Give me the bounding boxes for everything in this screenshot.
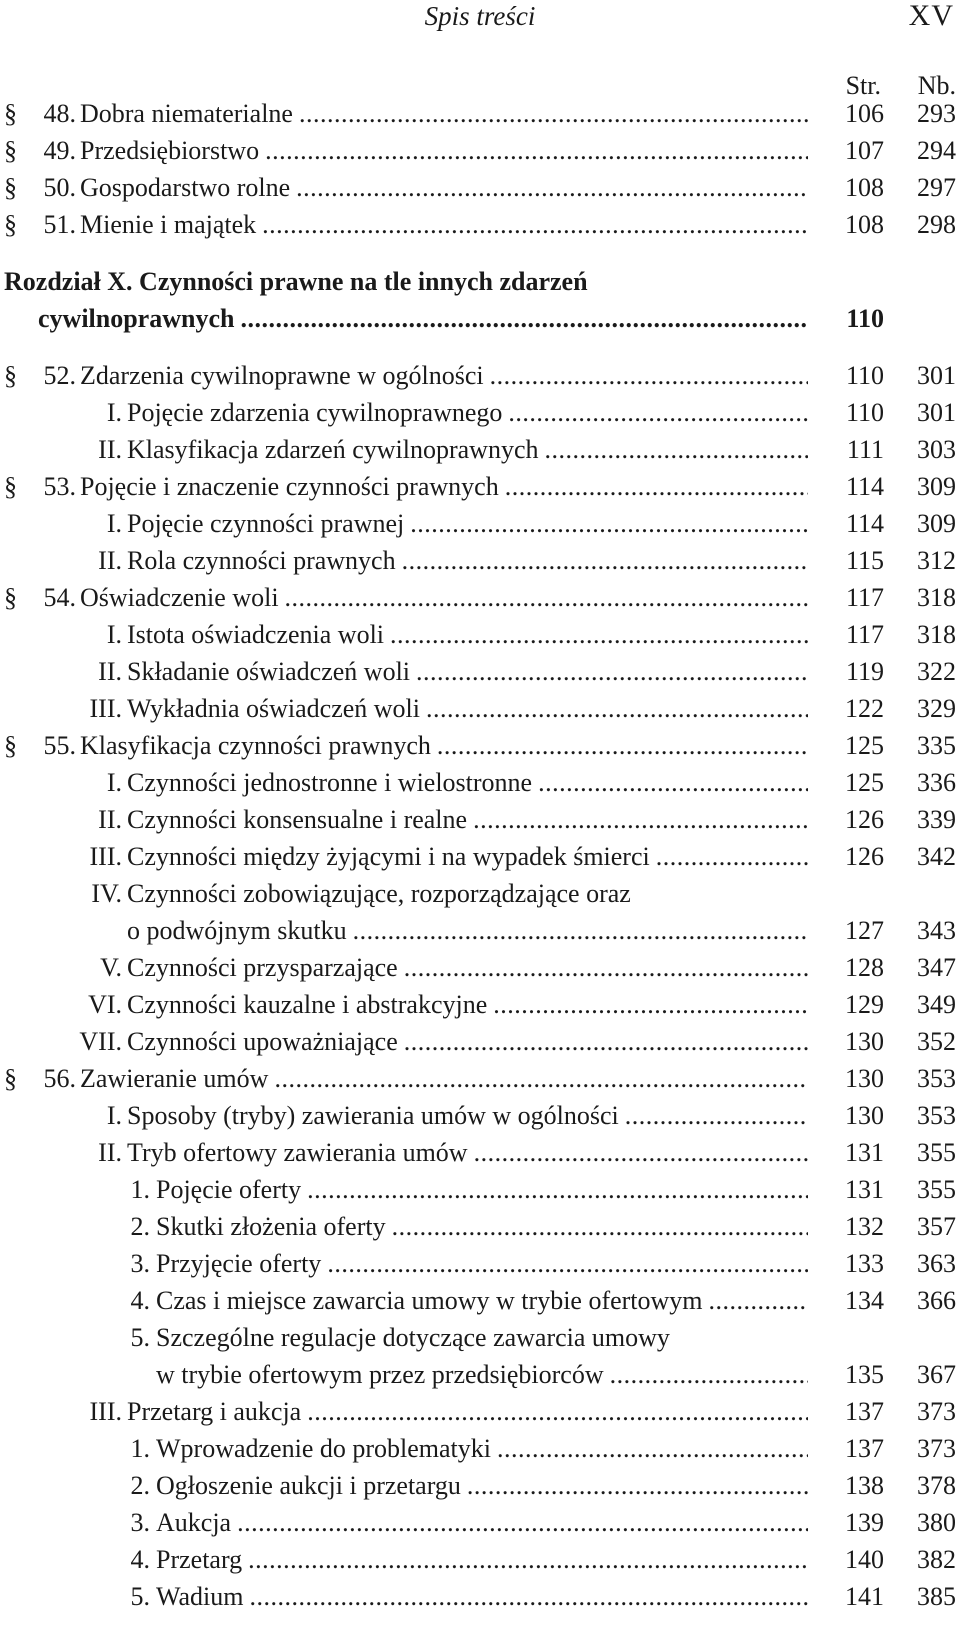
toc-entry[interactable] bbox=[0, 1099, 960, 1136]
entry-title-with-leaders bbox=[156, 1175, 808, 1205]
page-ref: 137 bbox=[845, 1397, 884, 1426]
entry-title: Składanie oświadczeń woli bbox=[127, 657, 411, 686]
entry-number: 5. bbox=[130, 1323, 150, 1352]
page-ref: 135 bbox=[845, 1360, 884, 1389]
page-ref: 119 bbox=[845, 657, 884, 686]
entry-title: w trybie ofertowym przez przedsiębiorców bbox=[156, 1360, 604, 1389]
page-ref: 137 bbox=[845, 1434, 884, 1463]
page-ref: 140 bbox=[845, 1545, 884, 1574]
entry-title-with-leaders bbox=[127, 916, 808, 946]
entry-title: Rozdział X. Czynności prawne na tle innych zdarzeń bbox=[4, 267, 588, 296]
margin-number: 355 bbox=[917, 1175, 956, 1204]
page-ref: 141 bbox=[845, 1582, 884, 1611]
toc-entry[interactable] bbox=[0, 1284, 960, 1321]
margin-number: 293 bbox=[917, 99, 956, 128]
toc-entry[interactable] bbox=[0, 1247, 960, 1284]
toc-entry[interactable] bbox=[0, 914, 960, 951]
page-ref: 128 bbox=[845, 953, 884, 982]
entry-title: Pojęcie i znaczenie czynności prawnych bbox=[80, 472, 499, 501]
page-ref: 111 bbox=[846, 435, 884, 464]
page-ref: 130 bbox=[845, 1101, 884, 1130]
toc-entry[interactable] bbox=[0, 97, 960, 134]
page-ref: 125 bbox=[845, 731, 884, 760]
dot-leader bbox=[262, 210, 808, 240]
toc-entry[interactable] bbox=[0, 1506, 960, 1543]
entry-number: 3. bbox=[130, 1508, 150, 1537]
margin-number: 367 bbox=[917, 1360, 956, 1389]
margin-number: 335 bbox=[917, 731, 956, 760]
toc-entry[interactable] bbox=[0, 433, 960, 470]
entry-title-with-leaders bbox=[156, 1249, 808, 1279]
dot-leader bbox=[327, 1249, 808, 1279]
dot-leader bbox=[390, 620, 808, 650]
page-ref: 127 bbox=[845, 916, 884, 945]
toc-entry[interactable] bbox=[0, 1543, 960, 1580]
entry-number: III. bbox=[89, 694, 122, 723]
margin-number: 380 bbox=[917, 1508, 956, 1537]
toc-entry[interactable] bbox=[0, 581, 960, 618]
page-ref: 130 bbox=[845, 1027, 884, 1056]
margin-number: 309 bbox=[917, 509, 956, 538]
entry-title-with-leaders bbox=[80, 1064, 808, 1094]
toc-entry[interactable] bbox=[0, 1210, 960, 1247]
margin-number: 318 bbox=[917, 620, 956, 649]
entry-title-with-leaders bbox=[127, 1027, 808, 1057]
dot-leader bbox=[709, 1286, 808, 1316]
entry-title-with-leaders bbox=[127, 953, 808, 983]
entry-number: 55. bbox=[43, 731, 76, 760]
entry-title-with-leaders bbox=[80, 472, 808, 502]
dot-leader bbox=[426, 694, 808, 724]
dot-leader bbox=[416, 657, 808, 687]
entry-title: Zawieranie umów bbox=[80, 1064, 269, 1093]
entry-title: Przetarg bbox=[156, 1545, 243, 1574]
entry-title-with-leaders bbox=[80, 99, 808, 129]
running-header bbox=[0, 0, 960, 40]
dot-leader bbox=[497, 1434, 808, 1464]
toc-entry[interactable] bbox=[0, 655, 960, 692]
section-symbol: § bbox=[4, 731, 17, 760]
entry-title-with-leaders bbox=[156, 1471, 808, 1501]
toc-entry[interactable] bbox=[0, 1025, 960, 1062]
entry-number: 4. bbox=[130, 1545, 150, 1574]
margin-number: 309 bbox=[917, 472, 956, 501]
entry-number: 48. bbox=[43, 99, 76, 128]
entry-title: Czynności konsensualne i realne bbox=[127, 805, 468, 834]
page-ref: 133 bbox=[845, 1249, 884, 1278]
entry-number: V. bbox=[100, 953, 122, 982]
entry-number: 4. bbox=[130, 1286, 150, 1315]
entry-title: Dobra niematerialne bbox=[80, 99, 293, 128]
entry-title: Pojęcie zdarzenia cywilnoprawnego bbox=[127, 398, 503, 427]
toc-entry[interactable] bbox=[0, 877, 960, 914]
entry-title-with-leaders bbox=[80, 731, 808, 761]
page-ref: 108 bbox=[845, 210, 884, 239]
entry-title-with-leaders bbox=[127, 1397, 808, 1427]
margin-number: 312 bbox=[917, 546, 956, 575]
entry-title-with-leaders bbox=[156, 1434, 808, 1464]
toc-entry[interactable] bbox=[0, 951, 960, 988]
section-symbol: § bbox=[4, 472, 17, 501]
dot-leader bbox=[274, 1064, 808, 1094]
margin-number: 366 bbox=[917, 1286, 956, 1315]
entry-title: Czas i miejsce zawarcia umowy w trybie ofertowym bbox=[156, 1286, 703, 1315]
entry-title-with-leaders bbox=[156, 1508, 808, 1538]
page-ref: 114 bbox=[845, 472, 884, 501]
entry-title: Czynności zobowiązujące, rozporządzające oraz bbox=[127, 879, 631, 908]
page-ref: 117 bbox=[845, 583, 884, 612]
entry-title: Wadium bbox=[156, 1582, 244, 1611]
page-ref: 131 bbox=[845, 1175, 884, 1204]
dot-leader bbox=[392, 1212, 808, 1242]
entry-title-with-leaders bbox=[127, 842, 808, 872]
section-symbol: § bbox=[4, 1064, 17, 1093]
dot-leader bbox=[240, 304, 808, 334]
dot-leader bbox=[625, 1101, 808, 1131]
entry-title: Rola czynności prawnych bbox=[127, 546, 396, 575]
page-ref: 126 bbox=[845, 842, 884, 871]
entry-title: Przyjęcie oferty bbox=[156, 1249, 322, 1278]
entry-title: Istota oświadczenia woli bbox=[127, 620, 385, 649]
entry-number: III. bbox=[89, 1397, 122, 1426]
page-column-header: Str. bbox=[845, 71, 881, 100]
page-ref: 134 bbox=[845, 1286, 884, 1315]
page-ref: 107 bbox=[845, 136, 884, 165]
entry-title: Pojęcie oferty bbox=[156, 1175, 302, 1204]
entry-title-with-leaders bbox=[127, 435, 808, 465]
entry-title-with-leaders bbox=[127, 990, 808, 1020]
entry-number: 53. bbox=[43, 472, 76, 501]
entry-number: 1. bbox=[130, 1175, 150, 1204]
entry-title: Czynności jednostronne i wielostronne bbox=[127, 768, 533, 797]
entry-title-with-leaders bbox=[80, 136, 808, 166]
section-symbol: § bbox=[4, 173, 17, 202]
entry-title-with-leaders bbox=[80, 173, 808, 203]
section-symbol: § bbox=[4, 99, 17, 128]
dot-leader bbox=[610, 1360, 808, 1390]
entry-title: Wykładnia oświadczeń woli bbox=[127, 694, 421, 723]
entry-title-with-leaders bbox=[127, 805, 808, 835]
dot-leader bbox=[249, 1582, 808, 1612]
entry-title: cywilnoprawnych bbox=[38, 304, 235, 333]
margin-number: 301 bbox=[917, 361, 956, 390]
entry-title: Tryb ofertowy zawierania umów bbox=[127, 1138, 468, 1167]
toc-entry[interactable] bbox=[0, 302, 960, 339]
entry-title: Aukcja bbox=[156, 1508, 232, 1537]
page-ref: 110 bbox=[845, 361, 884, 390]
page-ref: 125 bbox=[845, 768, 884, 797]
toc-entry[interactable] bbox=[0, 507, 960, 544]
entry-title-with-leaders bbox=[127, 657, 808, 687]
margin-number: 303 bbox=[917, 435, 956, 464]
page-ref: 126 bbox=[845, 805, 884, 834]
entry-title: Szczególne regulacje dotyczące zawarcia umowy bbox=[156, 1323, 670, 1352]
margin-number: 347 bbox=[917, 953, 956, 982]
toc-entry[interactable] bbox=[0, 208, 960, 245]
dot-leader bbox=[353, 916, 808, 946]
entry-title: Przedsiębiorstwo bbox=[80, 136, 260, 165]
page-ref: 110 bbox=[845, 398, 884, 427]
entry-number: 5. bbox=[130, 1582, 150, 1611]
table-of-contents bbox=[0, 97, 960, 1617]
dot-leader bbox=[538, 768, 808, 798]
margin-number: 373 bbox=[917, 1397, 956, 1426]
entry-title: Wprowadzenie do problematyki bbox=[156, 1434, 491, 1463]
dot-leader bbox=[505, 472, 808, 502]
page-ref: 130 bbox=[845, 1064, 884, 1093]
toc-entry[interactable] bbox=[0, 359, 960, 396]
margin-number: 373 bbox=[917, 1434, 956, 1463]
entry-title-with-leaders bbox=[127, 1138, 808, 1168]
entry-title: Przetarg i aukcja bbox=[127, 1397, 302, 1426]
entry-title-with-leaders bbox=[80, 361, 808, 391]
entry-title: Czynności przysparzające bbox=[127, 953, 398, 982]
page-ref: 106 bbox=[845, 99, 884, 128]
entry-title: Czynności upoważniające bbox=[127, 1027, 398, 1056]
entry-number: II. bbox=[98, 546, 122, 575]
margin-number: 322 bbox=[917, 657, 956, 686]
entry-title-with-leaders bbox=[127, 509, 808, 539]
margin-number: 363 bbox=[917, 1249, 956, 1278]
page-ref: 132 bbox=[845, 1212, 884, 1241]
entry-number: I. bbox=[106, 509, 122, 538]
entry-title-with-leaders bbox=[38, 304, 808, 334]
entry-number: I. bbox=[106, 620, 122, 649]
dot-leader bbox=[410, 509, 808, 539]
margin-number: 352 bbox=[917, 1027, 956, 1056]
entry-title-with-leaders bbox=[156, 1212, 808, 1242]
entry-number: II. bbox=[98, 1138, 122, 1167]
margin-number: 349 bbox=[917, 990, 956, 1019]
entry-title: Gospodarstwo rolne bbox=[80, 173, 291, 202]
margin-number: 336 bbox=[917, 768, 956, 797]
entry-title: Oświadczenie woli bbox=[80, 583, 279, 612]
entry-number: II. bbox=[98, 805, 122, 834]
entry-number: I. bbox=[106, 1101, 122, 1130]
dot-leader bbox=[404, 953, 808, 983]
page-ref: 114 bbox=[845, 509, 884, 538]
entry-number: 49. bbox=[43, 136, 76, 165]
toc-entry[interactable] bbox=[0, 803, 960, 840]
entry-number: 1. bbox=[130, 1434, 150, 1463]
entry-title-with-leaders bbox=[127, 398, 808, 428]
page-ref: 117 bbox=[845, 620, 884, 649]
entry-number: VI. bbox=[88, 990, 122, 1019]
toc-entry[interactable] bbox=[0, 692, 960, 729]
running-title: Spis treści bbox=[424, 1, 536, 31]
toc-entry[interactable] bbox=[0, 618, 960, 655]
dot-leader bbox=[296, 173, 808, 203]
entry-title-with-leaders bbox=[156, 1582, 808, 1612]
entry-number: III. bbox=[89, 842, 122, 871]
section-symbol: § bbox=[4, 583, 17, 612]
entry-number: 2. bbox=[130, 1471, 150, 1500]
toc-entry[interactable] bbox=[0, 766, 960, 803]
margin-number: 318 bbox=[917, 583, 956, 612]
page-ref: 138 bbox=[845, 1471, 884, 1500]
toc-entry[interactable] bbox=[0, 544, 960, 581]
dot-leader bbox=[299, 99, 808, 129]
margin-number: 294 bbox=[917, 136, 956, 165]
entry-title: Klasyfikacja czynności prawnych bbox=[80, 731, 431, 760]
dot-leader bbox=[404, 1027, 808, 1057]
entry-title-with-leaders bbox=[127, 694, 808, 724]
entry-title: Zdarzenia cywilnoprawne w ogólności bbox=[80, 361, 484, 390]
toc-entry[interactable] bbox=[0, 1358, 960, 1395]
dot-leader bbox=[473, 805, 808, 835]
dot-leader bbox=[307, 1175, 808, 1205]
margin-number: 329 bbox=[917, 694, 956, 723]
toc-entry[interactable] bbox=[0, 1432, 960, 1469]
entry-number: IV. bbox=[91, 879, 122, 908]
section-symbol: § bbox=[4, 136, 17, 165]
dot-leader bbox=[307, 1397, 808, 1427]
margin-number: 357 bbox=[917, 1212, 956, 1241]
dot-leader bbox=[248, 1545, 808, 1575]
toc-entry[interactable] bbox=[0, 134, 960, 171]
entry-number: 54. bbox=[43, 583, 76, 612]
dot-leader bbox=[544, 435, 808, 465]
page-ref: 115 bbox=[845, 546, 884, 575]
margin-number: 382 bbox=[917, 1545, 956, 1574]
toc-entry[interactable] bbox=[0, 1136, 960, 1173]
toc-entry[interactable] bbox=[0, 1395, 960, 1432]
page-ref: 122 bbox=[845, 694, 884, 723]
margin-number: 343 bbox=[917, 916, 956, 945]
toc-entry[interactable] bbox=[0, 729, 960, 766]
toc-entry[interactable] bbox=[0, 1469, 960, 1506]
margin-number: 385 bbox=[917, 1582, 956, 1611]
toc-entry[interactable] bbox=[0, 1580, 960, 1617]
entry-number: I. bbox=[106, 398, 122, 427]
entry-title-with-leaders bbox=[127, 1101, 808, 1131]
toc-entry[interactable] bbox=[0, 470, 960, 507]
toc-entry[interactable] bbox=[0, 1062, 960, 1099]
entry-title-with-leaders bbox=[80, 583, 808, 613]
margin-number: 339 bbox=[917, 805, 956, 834]
margin-number: 353 bbox=[917, 1101, 956, 1130]
dot-leader bbox=[656, 842, 808, 872]
entry-number: 52. bbox=[43, 361, 76, 390]
page-ref: 110 bbox=[846, 304, 884, 333]
dot-leader bbox=[237, 1508, 808, 1538]
entry-title-with-leaders bbox=[156, 1286, 808, 1316]
margin-number: 378 bbox=[917, 1471, 956, 1500]
entry-title: Mienie i majątek bbox=[80, 210, 257, 239]
toc-entry[interactable] bbox=[0, 1173, 960, 1210]
entry-title: o podwójnym skutku bbox=[127, 916, 347, 945]
margin-number: 298 bbox=[917, 210, 956, 239]
page-ref: 129 bbox=[845, 990, 884, 1019]
entry-title: Sposoby (tryby) zawierania umów w ogólności bbox=[127, 1101, 619, 1130]
entry-number: 56. bbox=[43, 1064, 76, 1093]
margin-number-column-header: Nb. bbox=[917, 71, 956, 100]
entry-title-with-leaders bbox=[156, 1360, 808, 1390]
toc-entry[interactable] bbox=[0, 171, 960, 208]
page-ref: 108 bbox=[845, 173, 884, 202]
entry-title: Skutki złożenia oferty bbox=[156, 1212, 386, 1241]
margin-number: 301 bbox=[917, 398, 956, 427]
entry-title-with-leaders bbox=[127, 768, 808, 798]
dot-leader bbox=[437, 731, 808, 761]
entry-title: Ogłoszenie aukcji i przetargu bbox=[156, 1471, 461, 1500]
dot-leader bbox=[508, 398, 808, 428]
entry-number: 2. bbox=[130, 1212, 150, 1241]
entry-title-with-leaders bbox=[80, 210, 808, 240]
page-ref: 139 bbox=[845, 1508, 884, 1537]
dot-leader bbox=[474, 1138, 808, 1168]
dot-leader bbox=[467, 1471, 808, 1501]
section-symbol: § bbox=[4, 361, 17, 390]
entry-number: 50. bbox=[43, 173, 76, 202]
section-symbol: § bbox=[4, 210, 17, 239]
dot-leader bbox=[265, 136, 808, 166]
entry-title-with-leaders bbox=[127, 620, 808, 650]
entry-title-with-leaders bbox=[127, 546, 808, 576]
entry-number: II. bbox=[98, 435, 122, 464]
toc-entry[interactable] bbox=[0, 988, 960, 1025]
entry-number: I. bbox=[106, 768, 122, 797]
margin-number: 297 bbox=[917, 173, 956, 202]
entry-number: VII. bbox=[79, 1027, 122, 1056]
toc-entry[interactable] bbox=[0, 840, 960, 877]
page-number: XV bbox=[908, 0, 954, 32]
entry-title: Czynności między żyjącymi i na wypadek śmierci bbox=[127, 842, 650, 871]
toc-entry[interactable] bbox=[0, 1321, 960, 1358]
dot-leader bbox=[490, 361, 808, 391]
entry-number: 51. bbox=[43, 210, 76, 239]
entry-title-with-leaders bbox=[156, 1545, 808, 1575]
entry-number: 3. bbox=[130, 1249, 150, 1278]
toc-entry[interactable] bbox=[0, 396, 960, 433]
margin-number: 355 bbox=[917, 1138, 956, 1167]
dot-leader bbox=[402, 546, 808, 576]
entry-title: Pojęcie czynności prawnej bbox=[127, 509, 405, 538]
dot-leader bbox=[285, 583, 808, 613]
margin-number: 353 bbox=[917, 1064, 956, 1093]
entry-title: Klasyfikacja zdarzeń cywilnoprawnych bbox=[127, 435, 539, 464]
toc-entry[interactable] bbox=[0, 265, 960, 302]
dot-leader bbox=[493, 990, 808, 1020]
margin-number: 342 bbox=[917, 842, 956, 871]
entry-number: II. bbox=[98, 657, 122, 686]
entry-title: Czynności kauzalne i abstrakcyjne bbox=[127, 990, 488, 1019]
page-ref: 131 bbox=[845, 1138, 884, 1167]
